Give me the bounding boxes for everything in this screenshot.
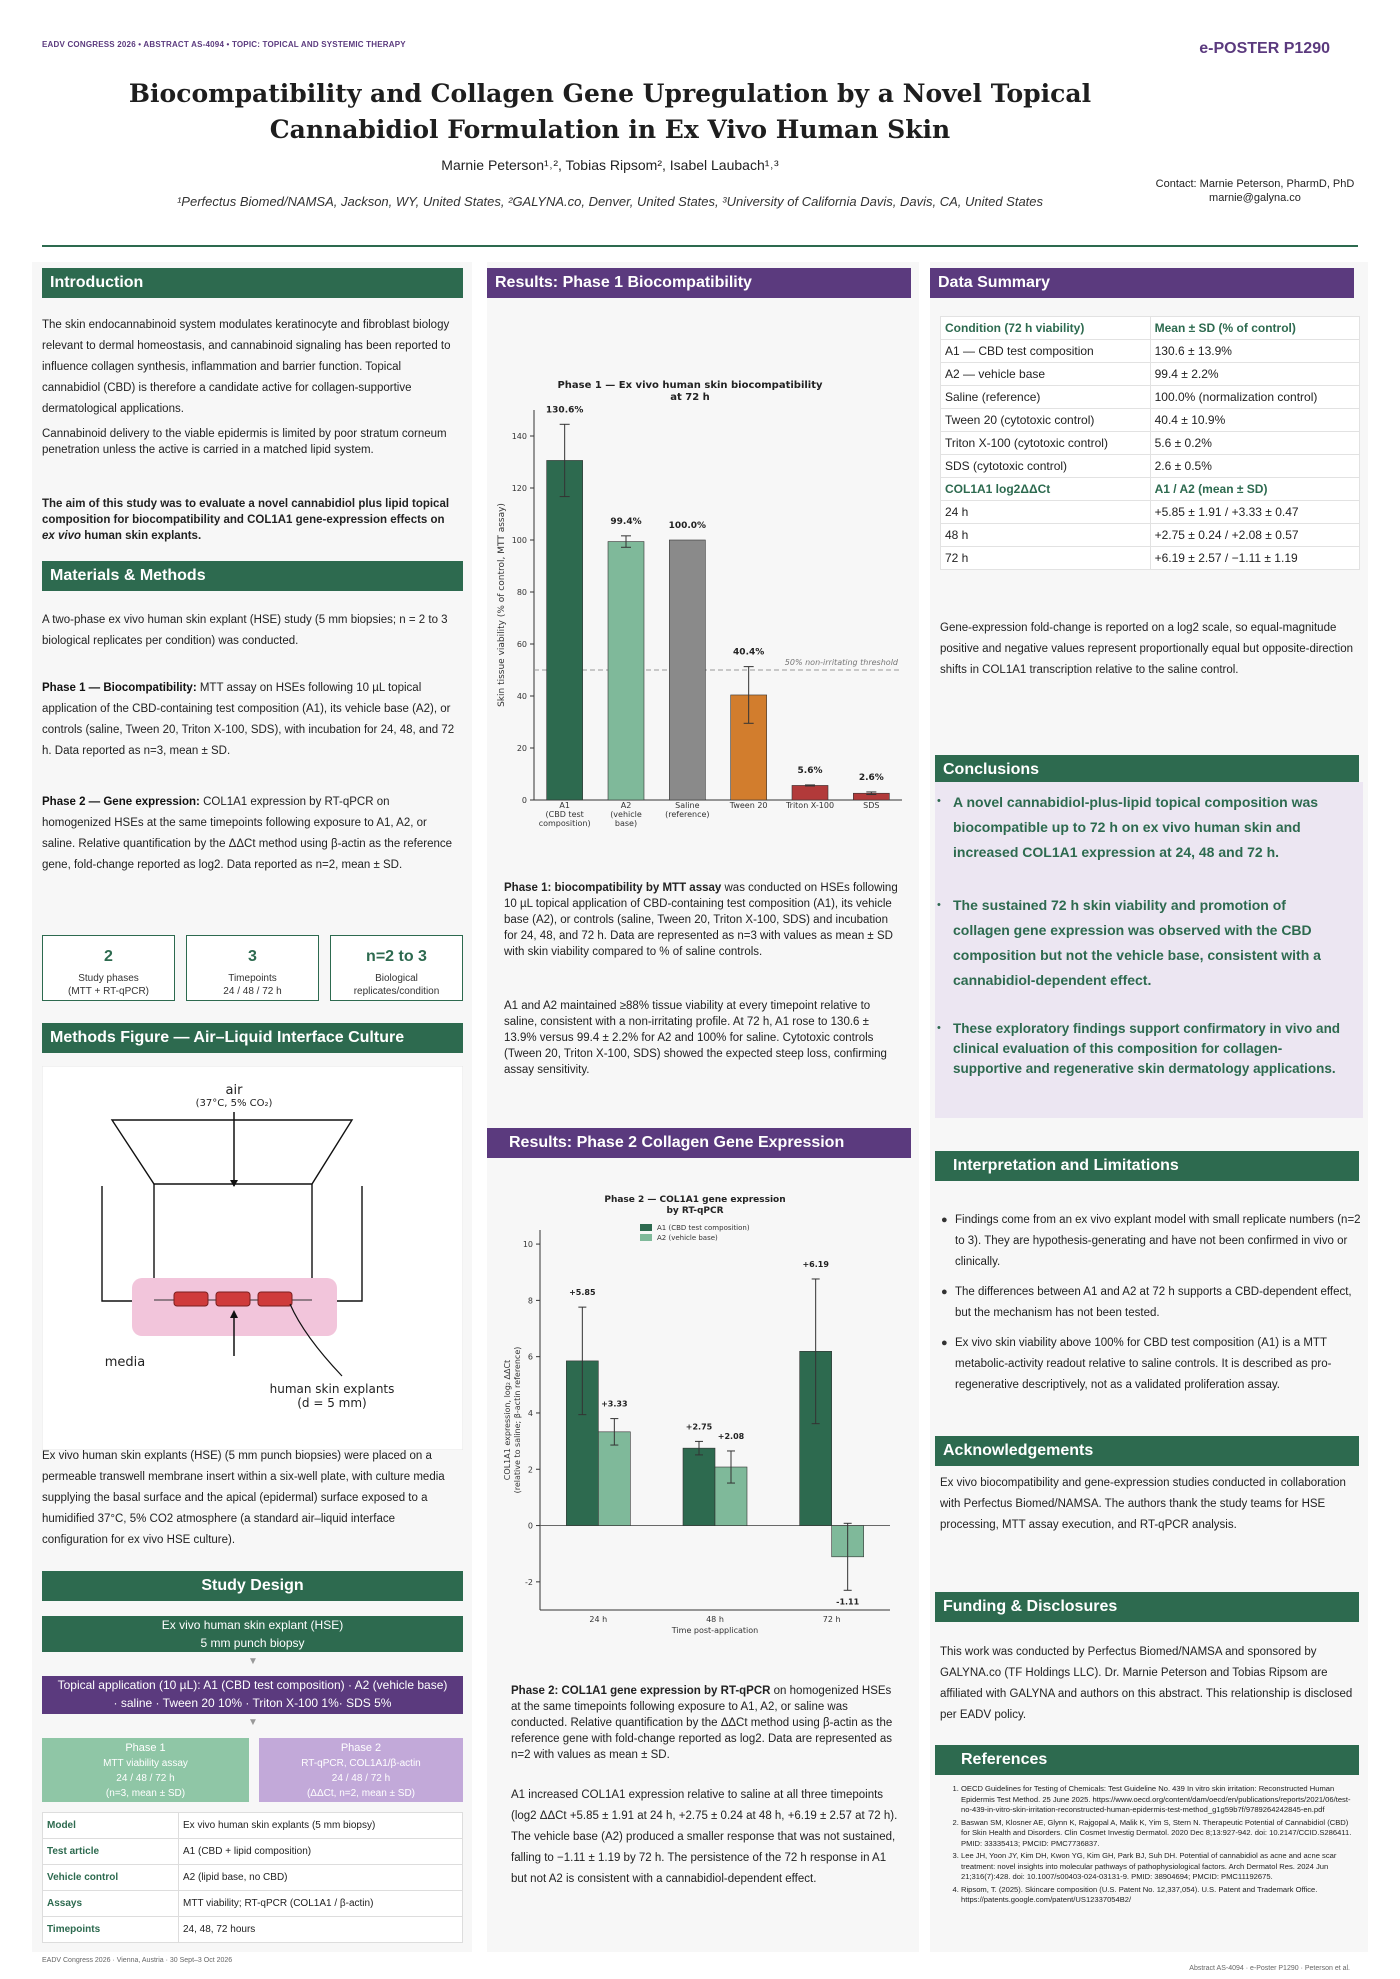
x-tick-label: (CBD test xyxy=(545,810,584,819)
study-design-heading: Study Design xyxy=(42,1571,463,1601)
contact-email[interactable]: marnie@galyna.co xyxy=(1209,192,1301,204)
y-tick-label: 40 xyxy=(516,692,527,701)
x-axis-label: Time post-application xyxy=(671,1626,759,1635)
bullet-icon: • xyxy=(937,795,941,807)
y-tick-label: 8 xyxy=(527,1296,533,1306)
intro-paragraph-1: The skin endocannabinoid system modulates keratinocyte and fibroblast biology relevant to dermal homeostasis, and cannabinoid signaling has been reported to influence collagen synthesis, inflammation and barrier function. Topical cannabidiol (CBD) is therefore a candidate active for collagen-supportive dermatological applications. xyxy=(42,319,451,415)
table-key: Vehicle control xyxy=(43,1865,179,1891)
table-cell: A1 — CBD test composition xyxy=(941,340,1151,363)
phase-line: 24 / 48 / 72 h xyxy=(116,1773,175,1784)
y-tick-label: 140 xyxy=(511,432,527,441)
table-row xyxy=(941,363,1360,386)
bar xyxy=(608,542,644,800)
bar xyxy=(598,1432,630,1526)
x-tick-label: A1 xyxy=(559,801,570,810)
table-row xyxy=(941,409,1360,432)
table-cell: 24 h xyxy=(941,501,1151,524)
table-row xyxy=(941,547,1360,570)
table-cell: A1 / A2 (mean ± SD) xyxy=(1150,478,1359,501)
results-phase1-heading: Results: Phase 1 Biocompatibility xyxy=(487,268,911,298)
study-design-table xyxy=(42,1812,463,1943)
design-step-line: Topical application (10 µL): A1 (CBD test composition) · A2 (vehicle base) xyxy=(57,1678,448,1692)
results1-paragraph-2: A1 and A2 maintained ≥88% tissue viability at every timepoint relative to saline, consistent with a non-irritating profile. At 72 h, A1 rose to 130.6 ± 13.9% versus 99.4 ± 2.2% for A2 and 100% for saline. Cytotoxic controls (Tween 20, Triton X-100, SDS) showed the expected steep loss, confirming assay sensitivity. xyxy=(504,1000,887,1076)
intro-paragraph-2: Cannabinoid delivery to the viable epidermis is limited by poor stratum corneum penetration unless the active is carried in a matched lipid system. xyxy=(42,428,447,456)
conclusion-1: A novel cannabidiol-plus-lipid topical composition was biocompatible up to 72 h on ex vivo human skin and increased COL1A1 expression at 24, 48 and 72 h. xyxy=(953,794,1319,860)
results-phase2-heading: Results: Phase 2 Collagen Gene Expression xyxy=(487,1128,911,1158)
x-tick-label: Saline xyxy=(675,801,700,810)
y-tick-label: -2 xyxy=(525,1577,533,1587)
congress-topline: EADV CONGRESS 2026 • ABSTRACT AS-4094 • TOPIC: TOPICAL AND SYSTEMIC THERAPY xyxy=(42,40,406,49)
stat-label: Timepoints 24 / 48 / 72 h xyxy=(223,973,282,997)
methods-figure-caption: Ex vivo human skin explants (HSE) (5 mm punch biopsies) were placed on a permeable transwell membrane insert within a six-well plate, with culture media supplying the basal surface and the apical (epidermal) surface exposed to a humidified 37°C, 5% CO2 atmosphere (a standard air–liquid interface configuration for ex vivo HSE culture). xyxy=(42,1450,445,1546)
stat-card-phases xyxy=(42,935,175,1001)
design-step-line: 5 mm punch biopsy xyxy=(200,1636,305,1650)
table-key: Timepoints xyxy=(43,1917,179,1943)
data-label: -1.11 xyxy=(836,1597,860,1607)
y-tick-label: 100 xyxy=(511,536,527,545)
authors: Marnie Peterson¹˒², Tobias Ripsom², Isabel Laubach¹˒³ xyxy=(441,157,779,173)
methods-heading: Materials & Methods xyxy=(42,561,463,591)
introduction-heading: Introduction xyxy=(42,268,463,298)
bar xyxy=(669,540,705,800)
table-cell: SDS (cytotoxic control) xyxy=(941,455,1151,478)
data-label: 99.4% xyxy=(610,516,642,527)
table-cell: 130.6 ± 13.9% xyxy=(1150,340,1359,363)
stat-card-replicates xyxy=(330,935,463,1001)
x-tick-label: 24 h xyxy=(589,1615,608,1624)
acknowledgements-text: Ex vivo biocompatibility and gene-expression studies conducted in collaboration with Perfectus Biomed/NAMSA. The authors thank the study teams for HSE processing, MTT assay execution, and RT-qPCR analysis. xyxy=(940,1477,1346,1531)
data-label: +2.08 xyxy=(717,1431,745,1441)
table-cell: 99.4 ± 2.2% xyxy=(1150,363,1359,386)
affiliations: ¹Perfectus Biomed/NAMSA, Jackson, WY, United States, ²GALYNA.co, Denver, United States, ³University of California Davis, Davis, CA, United States xyxy=(176,194,1044,209)
x-tick-label: 72 h xyxy=(822,1615,841,1624)
design-step-model xyxy=(42,1616,463,1652)
table-cell: A2 — vehicle base xyxy=(941,363,1151,386)
results1-paragraph-1 xyxy=(504,880,900,960)
table-value: A1 (CBD + lipid composition) xyxy=(179,1839,463,1865)
y-tick-label: 0 xyxy=(527,1521,533,1531)
legend-swatch xyxy=(640,1224,652,1231)
table-row xyxy=(941,455,1360,478)
table-row xyxy=(43,1865,463,1891)
footer-left: EADV Congress 2026 · Vienna, Austria · 30 Sept–3 Oct 2026 xyxy=(42,1957,233,1964)
references-heading: References xyxy=(935,1745,1359,1775)
stat-value: n=2 to 3 xyxy=(366,948,427,965)
y-tick-label: 4 xyxy=(527,1408,533,1418)
header-divider xyxy=(42,245,1358,247)
phase-line: MTT viability assay xyxy=(103,1758,188,1769)
data-label: 100.0% xyxy=(668,521,707,531)
results1-label: Phase 1: biocompatibility by MTT assay xyxy=(504,882,722,894)
bullet-icon: ● xyxy=(941,1286,948,1298)
skin-explant-2 xyxy=(216,1292,250,1306)
funding-text: This work was conducted by Perfectus Biomed/NAMSA and sponsored by GALYNA.co (TF Holdings LLC). Dr. Marnie Peterson and Tobias Ripsom are affiliated with GALYNA and authors on this abstract. This relationship is disclosed per EADV policy. xyxy=(940,1646,1353,1721)
table-key: Assays xyxy=(43,1891,179,1917)
table-key: Model xyxy=(43,1813,179,1839)
bar xyxy=(683,1448,715,1525)
table-cell: Condition (72 h viability) xyxy=(941,317,1151,340)
results2-text: on homogenized HSEs at the same timepoints following exposure to A1, A2, or saline was conducted. Relative quantification by the ΔΔCt method using β-actin as the reference gene with fold-change reported as log2. Data are represented as n=2 with values as mean ± SD. xyxy=(511,1685,893,1761)
x-tick-label: base) xyxy=(614,819,638,828)
design-phase2-box xyxy=(259,1738,463,1802)
phase-line: 24 / 48 / 72 h xyxy=(331,1773,391,1784)
phase2-label: Phase 2 — Gene expression: xyxy=(42,796,200,808)
phase1-viability-chart xyxy=(490,370,910,840)
table-cell: 2.6 ± 0.5% xyxy=(1150,455,1359,478)
results2-paragraph-1 xyxy=(511,1683,901,1763)
table-cell: 100.0% (normalization control) xyxy=(1150,386,1359,409)
interpretation-2: The differences between A1 and A2 at 72 h supports a CBD-dependent effect, but the mechanism has not been tested. xyxy=(955,1286,1352,1319)
chart-title-line: by RT-qPCR xyxy=(666,1206,724,1216)
table-cell: Tween 20 (cytotoxic control) xyxy=(941,409,1151,432)
air-conditions-label: (37°C, 5% CO₂) xyxy=(195,1098,273,1109)
chart-title-line: Phase 1 — Ex vivo human skin biocompatibility xyxy=(557,380,823,391)
phase1-text: MTT assay on HSEs following 10 µL topical application of the CBD-containing test composition (A1), its vehicle base (A2), or controls (saline, Tween 20, Triton X-100, SDS), with incubation for 24, 48, and 72 h. Data reported as n=3, mean ± SD. xyxy=(42,682,455,757)
flow-arrow-icon: ▼ xyxy=(248,1656,258,1667)
table-row xyxy=(941,340,1360,363)
footer-right: Abstract AS-4094 · e-Poster P1290 · Peterson et al. xyxy=(1189,1965,1350,1972)
table-row xyxy=(941,317,1360,340)
phase-line: (n=3, mean ± SD) xyxy=(105,1788,186,1799)
reference-item: 1. OECD Guidelines for Testing of Chemicals: Test Guideline No. 439 In vitro skin irritation: Reconstructed Human Epidermis Test Method. 25 June 2025. https://www.oecd.org/content/dam/oecd/en/publications/reports/2021/06/test-no-439-in-vitro-skin-irritation-reconstructed-human-epidermis-test-method_g1g59b7f/9789264242845-en.pdf xyxy=(961,1784,1357,1816)
table-cell: Triton X-100 (cytotoxic control) xyxy=(941,432,1151,455)
air-label: air xyxy=(225,1083,243,1098)
legend-label: A2 (vehicle base) xyxy=(657,1234,718,1242)
conclusions-heading: Conclusions xyxy=(935,755,1359,785)
y-axis-label: COL1A1 expression, log₂ ΔΔCt xyxy=(503,1359,512,1481)
references-list xyxy=(945,1784,1357,1908)
data-summary-note: Gene-expression fold-change is reported on a log2 scale, so equal-magnitude positive and negative values represent proportionally equal but opposite-direction shifts in COL1A1 transcription relative to the saline control. xyxy=(940,622,1353,676)
stat-card-timepoints xyxy=(186,935,319,1001)
y-tick-label: 0 xyxy=(521,796,527,805)
threshold-label: 50% non-irritating threshold xyxy=(784,658,898,667)
y-axis-label: (relative to saline; β-actin reference) xyxy=(513,1346,522,1494)
data-label: +5.85 xyxy=(569,1288,596,1298)
table-row xyxy=(43,1813,463,1839)
table-cell: +5.85 ± 1.91 / +3.33 ± 0.47 xyxy=(1150,501,1359,524)
intro-aim xyxy=(42,496,460,544)
y-tick-label: 120 xyxy=(511,484,527,493)
design-step-line: · saline · Tween 20 10% · Triton X-100 1%· SDS 5% xyxy=(113,1696,392,1710)
bullet-icon: ● xyxy=(941,1337,948,1349)
air-liquid-interface-diagram xyxy=(42,1066,463,1450)
data-label: 40.4% xyxy=(733,647,765,658)
x-tick-label: Tween 20 xyxy=(729,801,768,810)
x-tick-label: (vehicle xyxy=(610,810,642,819)
explant-size-label: (d = 5 mm) xyxy=(297,1396,367,1410)
aim-text: The aim of this study was to evaluate a novel cannabidiol plus lipid topical composition for biocompatibility and COL1A1 gene-expression effects on xyxy=(42,498,450,526)
data-label: +6.19 xyxy=(802,1259,829,1269)
x-tick-label: 48 h xyxy=(706,1615,724,1624)
conclusion-3: These exploratory findings support confirmatory in vivo and clinical evaluation of this composition for collagen-supportive and regenerative skin dermatology applications. xyxy=(953,1021,1341,1076)
table-row xyxy=(43,1839,463,1865)
methods-phase1 xyxy=(42,678,460,762)
contact xyxy=(1140,177,1370,205)
phase-title: Phase 2 xyxy=(340,1742,382,1754)
results1-text: was conducted on HSEs following 10 µL topical application of CBD-containing test composition (A1), its vehicle base (A2), or controls (saline, Tween 20, Triton X-100, SDS) and incubation for 24, 48, and 72 h. Data are represented as n=3 with values as mean ± SD with skin viability compared to % of saline controls. xyxy=(504,882,898,958)
bullet-icon: • xyxy=(937,1022,941,1034)
data-summary-heading: Data Summary xyxy=(930,268,1354,298)
stat-value: 3 xyxy=(248,948,257,965)
table-row xyxy=(941,501,1360,524)
design-phase1-box xyxy=(42,1738,249,1802)
methods-phase2 xyxy=(42,792,460,876)
y-axis-label: Skin tissue viability (% of control, MTT assay) xyxy=(497,503,507,707)
chart-title-line: Phase 2 — COL1A1 gene expression xyxy=(604,1195,786,1205)
data-label: +2.75 xyxy=(685,1422,713,1432)
eposter-id: e-POSTER P1290 xyxy=(1199,40,1330,57)
table-cell: +2.75 ± 0.24 / +2.08 ± 0.57 xyxy=(1150,524,1359,547)
table-row xyxy=(941,524,1360,547)
table-row xyxy=(941,432,1360,455)
y-tick-label: 80 xyxy=(516,588,527,597)
methods-paragraph-1: A two-phase ex vivo human skin explant (HSE) study (5 mm biopsies; n = 2 to 3 biological replicates per condition) was conducted. xyxy=(42,614,448,647)
poster-title: Biocompatibility and Collagen Gene Upregulation by a Novel Topical Cannabidiol Formulation in Ex Vivo Human Skin xyxy=(128,79,1092,144)
table-value: MTT viability; RT-qPCR (COL1A1 / β-actin) xyxy=(179,1891,463,1917)
table-cell: 48 h xyxy=(941,524,1151,547)
design-step-application xyxy=(42,1676,463,1714)
funding-heading: Funding & Disclosures xyxy=(935,1592,1359,1622)
x-tick-label: Triton X-100 xyxy=(785,801,835,810)
conclusion-2: The sustained 72 h skin viability and promotion of collagen gene expression was observed with the CBD composition but not the vehicle base, consistent with a cannabidiol-dependent effect. xyxy=(953,897,1321,988)
aim-emphasis: ex vivo xyxy=(42,530,81,542)
data-summary-table xyxy=(940,316,1360,570)
x-tick-label: A2 xyxy=(620,801,632,810)
acknowledgements-heading: Acknowledgements xyxy=(935,1436,1359,1466)
data-label: +3.33 xyxy=(601,1399,628,1409)
interpretation-1: Findings come from an ex vivo explant model with small replicate numbers (n=2 to 3). They are hypothesis-generating and have not been confirmed in vivo or clinically. xyxy=(955,1214,1361,1268)
table-value: 24, 48, 72 hours xyxy=(179,1917,463,1943)
stat-value: 2 xyxy=(104,948,113,965)
reference-item: 3. Lee JH, Yoon JY, Kim DH, Kwon YG, Kim GH, Park BJ, Suh DH. Potential of cannabidiol as acne and acne scar treatment: novel insights into molecular pathways of pathophysiological factors. Arch Dermatol Res. 2024 Jun 21;316(7):428. doi: 10.1007/s00403-024-03131-9. PMID: 38904694; PMCID: PMC11192675. xyxy=(961,1851,1357,1883)
table-cell: 40.4 ± 10.9% xyxy=(1150,409,1359,432)
table-cell: COL1A1 log2ΔΔCt xyxy=(941,478,1151,501)
explant-label: human skin explants xyxy=(269,1382,395,1396)
x-tick-label: (reference) xyxy=(665,810,710,819)
skin-explant-1 xyxy=(174,1292,208,1306)
data-label: 130.6% xyxy=(545,405,584,416)
stat-label: Study phases (MTT + RT-qPCR) xyxy=(67,973,150,997)
reference-item: 2. Baswan SM, Klosner AE, Glynn K, Rajgopal A, Malik K, Yim S, Stern N. Therapeutic Potential of Cannabidiol (CBD) for Skin Health and Disorders. Clin Cosmet Investig Dermatol. 2020 Dec 8;13:927-942. doi: 10.2147/CCID.S286411. PMID: 33335413; PMCID: PMC7736837. xyxy=(961,1818,1357,1850)
interpretation-3: Ex vivo skin viability above 100% for CBD test composition (A1) is a MTT metabolic-activity readout relative to saline controls. It is described as pro-regenerative descriptively, not as a validated proliferation assay. xyxy=(955,1337,1332,1391)
phase-title: Phase 1 xyxy=(125,1742,166,1754)
table-row xyxy=(43,1917,463,1943)
aim-text-end: human skin explants. xyxy=(81,530,202,542)
legend-swatch xyxy=(640,1234,652,1241)
bullet-icon: ● xyxy=(941,1214,948,1226)
data-label: 2.6% xyxy=(858,772,884,783)
phase-line: (ΔΔCt, n=2, mean ± SD) xyxy=(306,1788,416,1799)
table-value: Ex vivo human skin explants (5 mm biopsy) xyxy=(179,1813,463,1839)
table-row xyxy=(941,478,1360,501)
x-tick-label: composition) xyxy=(538,819,591,828)
phase2-col1a1-chart xyxy=(490,1190,910,1660)
table-value: A2 (lipid base, no CBD) xyxy=(179,1865,463,1891)
diagram-background xyxy=(42,1066,463,1450)
y-tick-label: 10 xyxy=(522,1240,533,1250)
data-label: 5.6% xyxy=(797,765,823,776)
table-cell: 72 h xyxy=(941,547,1151,570)
bar xyxy=(792,785,828,800)
phase2-text: COL1A1 expression by RT-qPCR on homogenized HSEs at the same timepoints following exposure to A1, A2, or saline. Relative quantification by the ΔΔCt method using β-actin as the reference gene, fold-change reported as log2. Data reported as n=2, mean ± SD. xyxy=(42,796,453,871)
media-label: media xyxy=(104,1355,146,1370)
design-step-line: Ex vivo human skin explant (HSE) xyxy=(161,1618,344,1632)
legend-label: A1 (CBD test composition) xyxy=(657,1224,750,1232)
bar xyxy=(547,460,583,800)
stat-label: Biological replicates/condition xyxy=(353,973,440,997)
y-tick-label: 20 xyxy=(516,744,527,753)
phase-line: RT-qPCR, COL1A1/β-actin xyxy=(301,1758,421,1769)
methods-figure-heading: Methods Figure — Air–Liquid Interface Culture xyxy=(42,1023,463,1053)
interpretation-heading: Interpretation and Limitations xyxy=(935,1151,1359,1181)
flow-arrow-icon: ▼ xyxy=(248,1717,258,1728)
table-row xyxy=(941,386,1360,409)
contact-name: Contact: Marnie Peterson, PharmD, PhD xyxy=(1155,178,1355,190)
x-tick-label: SDS xyxy=(863,801,880,810)
table-cell: +6.19 ± 2.57 / −1.11 ± 1.19 xyxy=(1150,547,1359,570)
table-row xyxy=(43,1891,463,1917)
y-tick-label: 2 xyxy=(527,1465,533,1475)
table-cell: Saline (reference) xyxy=(941,386,1151,409)
results2-label: Phase 2: COL1A1 gene expression by RT-qPCR xyxy=(511,1685,771,1697)
y-tick-label: 6 xyxy=(527,1352,533,1362)
results2-paragraph-2: A1 increased COL1A1 expression relative to saline at all three timepoints (log2 ΔΔCt +5.85 ± 1.91 at 24 h, +2.75 ± 0.24 at 48 h, +6.19 ± 2.57 at 72 h). The vehicle base (A2) produced a smaller response that was not sustained, falling to −1.11 ± 1.19 by 72 h. The persistence of the 72 h response in A1 but not A2 is consistent with a cannabidiol-dependent effect. xyxy=(511,1789,898,1885)
y-tick-label: 60 xyxy=(516,640,527,649)
table-key: Test article xyxy=(43,1839,179,1865)
bullet-icon: • xyxy=(937,899,941,911)
reference-item: 4. Ripsom, T. (2025). Skincare composition (U.S. Patent No. 12,337,054). U.S. Patent and Trademark Office. https://patents.google.com/patent/US12337054B2/ xyxy=(961,1885,1357,1906)
chart-title-line: at 72 h xyxy=(670,392,710,403)
table-cell: 5.6 ± 0.2% xyxy=(1150,432,1359,455)
skin-explant-3 xyxy=(258,1292,292,1306)
phase1-label: Phase 1 — Biocompatibility: xyxy=(42,682,197,694)
table-cell: Mean ± SD (% of control) xyxy=(1150,317,1359,340)
